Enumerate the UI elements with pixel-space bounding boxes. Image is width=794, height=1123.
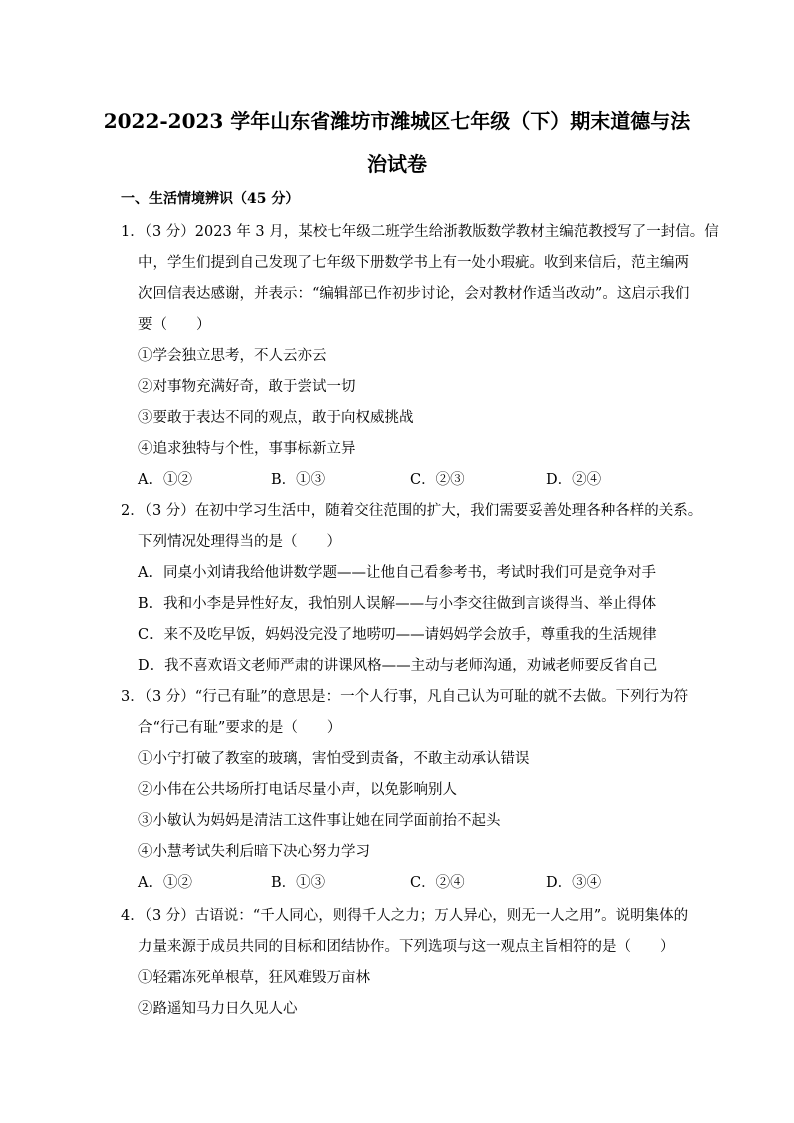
q1-stem-line: 次回信表达感谢，并表示：“编辑部已作初步讨论，会对教材作适当改动”。这启示我们: [138, 286, 690, 302]
q2-choice-a: A．同桌小刘请我给他讲数学题——让他自己看参考书，考试时我们可是竞争对手: [138, 565, 656, 581]
q1-statement: ③要敢于表达不同的观点，敢于向权威挑战: [138, 410, 414, 426]
section-heading: 一、生活情境辨识（45 分）: [121, 191, 300, 207]
q1-statement: ①学会独立思考，不人云亦云: [138, 348, 327, 364]
q1-option-b: B．①③: [271, 472, 326, 488]
q1-stem-line: 中，学生们提到自己发现了七年级下册数学书上有一处小瑕疵。收到来信后，范主编两: [138, 255, 689, 271]
q3-option-c: C．②④: [410, 875, 465, 891]
q1-option-c: C．②③: [410, 472, 465, 488]
q2-stem-line: 下列情况处理得当的是（ ）: [138, 534, 341, 550]
q3-option-a: A．①②: [138, 875, 192, 891]
q2-stem-line: 2．（3 分）在初中学习生活中，随着交往范围的扩大，我们需要妥善处理各种各样的关系。: [121, 503, 703, 519]
q2-choice-c: C．来不及吃早饭，妈妈没完没了地唠叨——请妈妈学会放手，尊重我的生活规律: [138, 627, 657, 643]
q3-stem-line: 3．（3 分）“行己有耻”的意思是：一个人行事，凡自己认为可耻的就不去做。下列行为符: [121, 689, 689, 705]
q3-statement: ①小宁打破了教室的玻璃，害怕受到责备，不敢主动承认错误: [138, 751, 530, 767]
q3-option-d: D．③④: [546, 875, 602, 891]
q1-statement: ②对事物充满好奇，敢于尝试一切: [138, 379, 356, 395]
q1-stem-line: 1．（3 分）2023 年 3 月，某校七年级二班学生给浙教版数学教材主编范教授写了一封信。信: [121, 224, 719, 240]
q3-statement: ④小慧考试失利后暗下决心努力学习: [138, 844, 370, 860]
q4-statement: ②路遥知马力日久见人心: [138, 1001, 298, 1017]
exam-title-line2: 治试卷: [367, 152, 427, 176]
q1-stem-line: 要（ ）: [138, 317, 211, 333]
q1-statement: ④追求独特与个性，事事标新立异: [138, 441, 356, 457]
q4-stem-line: 4．（3 分）古语说：“千人同心，则得千人之力；万人异心，则无一人之用”。说明集体的: [121, 908, 689, 924]
q2-choice-d: D．我不喜欢语文老师严肃的讲课风格——主动与老师沟通，劝诫老师要反省自己: [138, 658, 658, 674]
exam-title-line1: 2022-2023 学年山东省潍坊市潍城区七年级（下）期末道德与法: [103, 109, 691, 133]
q2-choice-b: B．我和小李是异性好友，我怕别人误解——与小李交往做到言谈得当、举止得体: [138, 596, 657, 612]
q1-option-d: D．②④: [546, 472, 602, 488]
q1-option-a: A．①②: [138, 472, 192, 488]
q4-statement: ①轻霜冻死单根草，狂风难毁万亩林: [138, 970, 370, 986]
q3-stem-line: 合“行己有耻”要求的是（ ）: [138, 720, 342, 736]
q3-statement: ③小敏认为妈妈是清洁工这件事让她在同学面前抬不起头: [138, 813, 501, 829]
q3-statement: ②小伟在公共场所打电话尽量小声，以免影响别人: [138, 782, 457, 798]
q4-stem-line: 力量来源于成员共同的目标和团结协作。下列选项与这一观点主旨相符的是（ ）: [138, 939, 675, 955]
q3-option-b: B．①③: [271, 875, 326, 891]
